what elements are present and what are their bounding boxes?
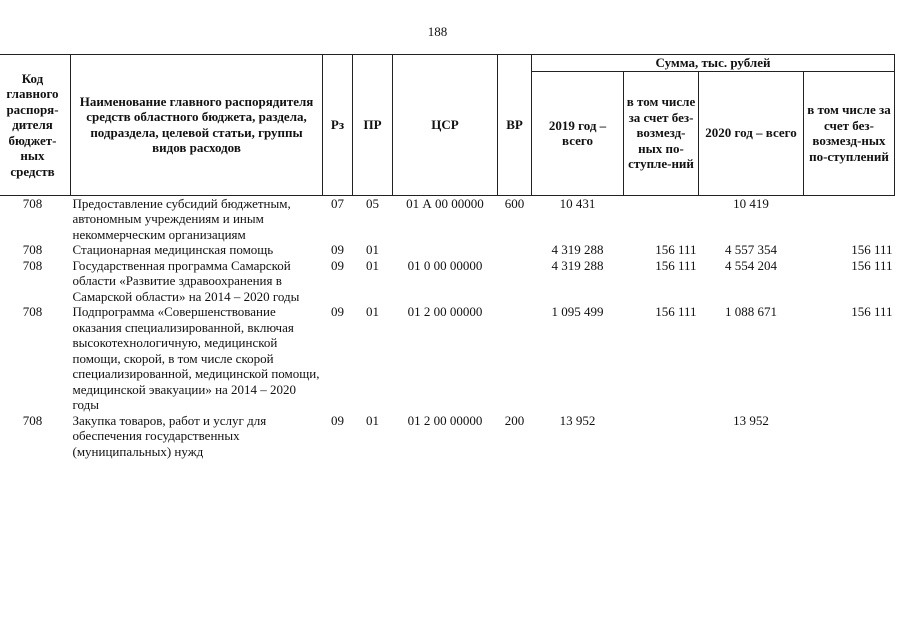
header-csr: ЦСР xyxy=(393,55,498,196)
row-rz: 09 xyxy=(331,304,344,319)
page-number: 188 xyxy=(427,24,448,39)
budget-table xyxy=(0,54,895,459)
row-pr: 01 xyxy=(366,242,379,257)
row-2019-total: 4 319 288 xyxy=(551,242,604,257)
row-2019-free xyxy=(624,195,699,242)
row-2019-total: 4 319 288 xyxy=(551,257,604,273)
row-csr: 01 А 00 00000 xyxy=(406,195,484,211)
row-pr: 01 xyxy=(366,412,379,428)
row-rz: 09 xyxy=(331,242,344,257)
table-row xyxy=(0,258,895,305)
header-name: Наименование главного распорядителя средств областного бюджета, раздела, подраздела, целевой статьи, группы видов расходов xyxy=(71,55,323,196)
table-row xyxy=(0,304,895,413)
row-code: 708 xyxy=(22,195,43,211)
header-row-top xyxy=(0,55,895,72)
row-2020-total: 4 554 204 xyxy=(725,257,777,273)
row-2020-free xyxy=(804,413,895,460)
row-csr: 01 0 00 00000 xyxy=(407,257,483,273)
row-rz: 09 xyxy=(331,257,344,273)
row-2020-total: 1 088 671 xyxy=(725,304,777,319)
row-code: 708 xyxy=(22,257,43,273)
row-2020-total: 10 419 xyxy=(733,195,769,211)
row-2019-free: 156 111 xyxy=(655,242,697,257)
row-2020-total: 4 557 354 xyxy=(725,242,777,257)
row-pr: 01 xyxy=(366,304,379,319)
row-2020-total: 13 952 xyxy=(733,412,769,428)
table-row xyxy=(0,413,895,460)
row-csr: 01 2 00 00000 xyxy=(407,304,483,319)
row-name: Государственная программа Самарской области «Развитие здравоохранения в Самарской области» на 2014 – 2020 годы xyxy=(72,257,300,304)
row-rz: 09 xyxy=(331,412,344,428)
row-csr xyxy=(393,242,498,258)
row-2019-free: 156 111 xyxy=(655,257,697,273)
header-sum: Сумма, тыс. рублей xyxy=(532,55,895,72)
row-name: Подпрограмма «Совершенствование оказания специализированной, включая высокотехнологичную, медицинской помощи, скорой, в том числе скорой специализированной, медицинской помощи, медицинской эвакуации» на 2014 – 2020 годы xyxy=(72,304,320,412)
row-code: 708 xyxy=(22,242,43,257)
row-2019-total: 10 431 xyxy=(559,195,596,211)
row-2019-total: 1 095 499 xyxy=(551,304,604,319)
row-pr: 05 xyxy=(366,195,379,211)
header-2020-total: 2020 год – всего xyxy=(699,71,804,195)
table-row xyxy=(0,242,895,258)
header-rz: Рз xyxy=(323,55,353,196)
row-csr: 01 2 00 00000 xyxy=(407,412,483,428)
row-2020-free: 156 111 xyxy=(851,257,893,273)
row-2019-total: 13 952 xyxy=(559,412,596,428)
row-code: 708 xyxy=(22,412,43,428)
row-2019-free xyxy=(624,413,699,460)
row-vr: 600 xyxy=(504,195,525,211)
header-vr: ВР xyxy=(498,55,532,196)
row-vr xyxy=(498,242,532,258)
header-code: Код главного распоря-дителя бюджет-ных средств xyxy=(0,55,71,196)
header-pr: ПР xyxy=(353,55,393,196)
row-name: Предоставление субсидий бюджетным, автономным учреждениям и иным некоммерческим организациям xyxy=(72,195,291,242)
header-2019-total: 2019 год – всего xyxy=(532,71,624,195)
row-2019-free: 156 111 xyxy=(655,304,697,319)
row-name: Закупка товаров, работ и услуг для обеспечения государственных (муниципальных) нужд xyxy=(72,412,267,459)
header-2020-free: в том числе за счет без-возмезд-ных по-ступлений xyxy=(804,71,895,195)
header-2019-free: в том числе за счет без-возмезд-ных по-ступле-ний xyxy=(624,71,699,195)
row-name: Стационарная медицинская помощь xyxy=(72,242,274,257)
row-vr xyxy=(498,258,532,305)
table-row xyxy=(0,195,895,242)
row-2020-free: 156 111 xyxy=(851,242,893,257)
row-2020-free xyxy=(804,195,895,242)
row-vr: 200 xyxy=(504,412,525,428)
row-vr xyxy=(498,304,532,413)
row-rz: 07 xyxy=(331,195,344,211)
row-code: 708 xyxy=(22,304,43,319)
row-2020-free: 156 111 xyxy=(851,304,893,319)
row-pr: 01 xyxy=(366,257,379,273)
